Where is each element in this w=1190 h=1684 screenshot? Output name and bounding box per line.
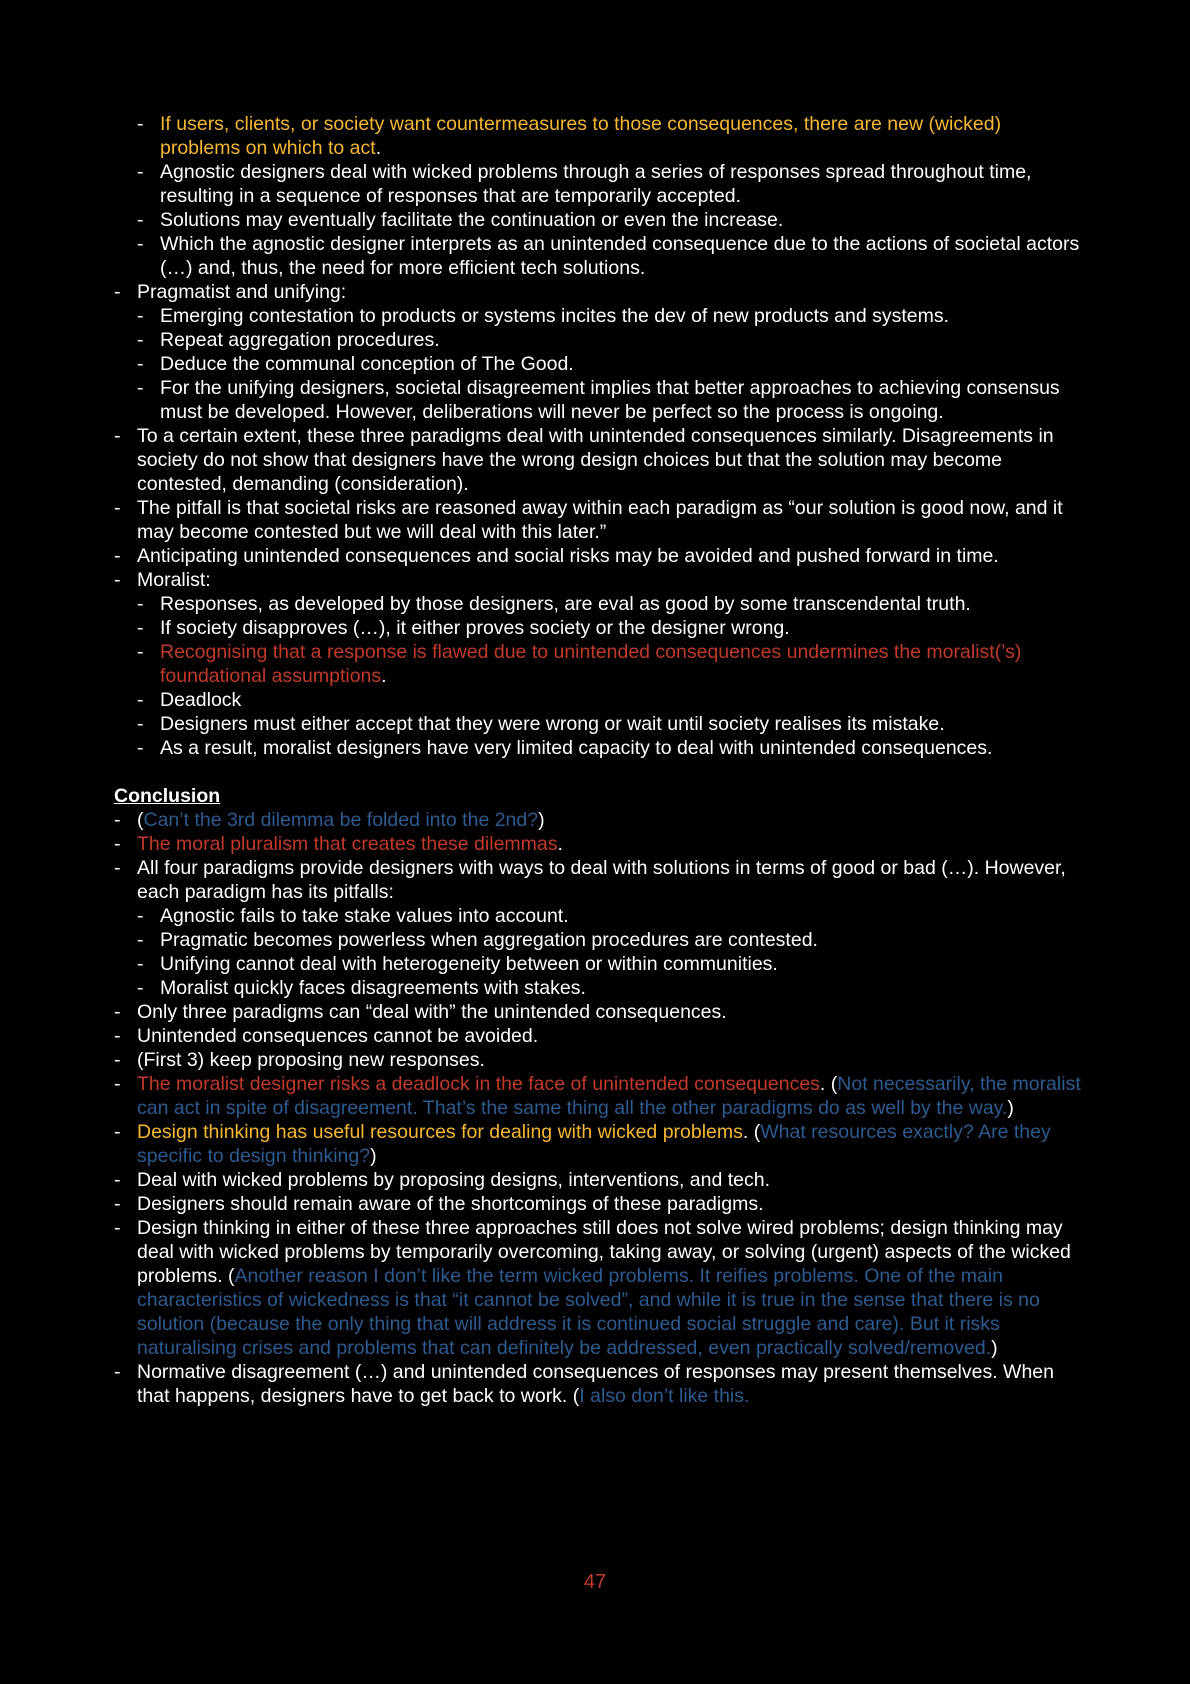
list-item [114, 496, 1084, 544]
text-segment: Pragmatic becomes powerless when aggregation procedures are contested. [160, 929, 818, 951]
bullet-dash: - [137, 689, 144, 711]
list-item [114, 1360, 1084, 1408]
list-item [137, 928, 1084, 952]
bullet-dash: - [114, 1217, 121, 1239]
bullet-list-conclusion [114, 808, 1084, 1408]
list-item [137, 952, 1084, 976]
text-segment: Pragmatist and unifying: [137, 281, 347, 303]
text-segment: Unifying cannot deal with heterogeneity between or within communities. [160, 953, 778, 975]
text-segment: Only three paradigms can “deal with” the unintended consequences. [137, 1001, 727, 1023]
list-item [114, 808, 1084, 832]
list-item [137, 304, 1084, 328]
text-segment: Unintended consequences cannot be avoided. [137, 1025, 539, 1047]
bullet-dash: - [137, 977, 144, 999]
text-segment: ) [538, 809, 545, 831]
bullet-dash: - [137, 329, 144, 351]
text-segment: To a certain extent, these three paradigms deal with unintended consequences similarly. Disagreements in society do not show that designers have the wrong design choices but that the solution may become contested, demanding (consideration). [137, 425, 1054, 495]
page-number: 47 [583, 1571, 607, 1593]
list-item [114, 1048, 1084, 1072]
bullet-dash: - [114, 1193, 121, 1215]
list-item [137, 208, 1084, 232]
list-item [137, 640, 1084, 688]
bullet-list-top [114, 112, 1084, 760]
bullet-dash: - [137, 641, 144, 663]
list-item [114, 1024, 1084, 1048]
text-segment: Anticipating unintended consequences and social risks may be avoided and pushed forward in time. [137, 545, 999, 567]
bullet-dash: - [137, 305, 144, 327]
bullet-dash: - [114, 833, 121, 855]
text-segment: (First 3) keep proposing new responses. [137, 1049, 485, 1071]
list-item [137, 712, 1084, 736]
list-item [114, 1168, 1084, 1192]
bullet-dash: - [114, 857, 121, 879]
text-segment: If society disapproves (…), it either proves society or the designer wrong. [160, 617, 790, 639]
bullet-dash: - [137, 929, 144, 951]
text-segment: Moralist: [137, 569, 211, 591]
bullet-dash: - [114, 1361, 121, 1383]
list-item [137, 160, 1084, 208]
bullet-dash: - [114, 425, 121, 447]
list-item [114, 544, 1084, 568]
bullet-dash: - [114, 809, 121, 831]
text-segment: Design thinking has useful resources for dealing with wicked problems [137, 1121, 743, 1143]
bullet-dash: - [137, 905, 144, 927]
text-segment: . ( [742, 1121, 761, 1143]
list-item [114, 1216, 1084, 1360]
conclusion-heading: Conclusion [114, 785, 221, 807]
bullet-dash: - [137, 353, 144, 375]
text-segment: All four paradigms provide designers with ways to deal with solutions in terms of good or bad (…). However, each paradigm has its pitfalls: [137, 857, 1066, 903]
text-segment: The moralist designer risks a deadlock in the face of unintended consequences [137, 1073, 820, 1095]
text-segment: Not necessarily, the moralist can act in spite of disagreement. That’s the same thing all the other paradigms do as well by the way. [137, 1073, 1081, 1119]
document-body [114, 112, 1084, 1408]
text-segment: Moralist quickly faces disagreements with stakes. [160, 977, 586, 999]
text-segment: . [557, 833, 563, 855]
text-segment: Normative disagreement (…) and unintended consequences of responses may present themselves. When that happens, designers have to get back to work. ( [137, 1361, 1054, 1407]
text-segment: Deadlock [160, 689, 242, 711]
bullet-dash: - [137, 233, 144, 255]
text-segment: As a result, moralist designers have very limited capacity to deal with unintended consequences. [160, 737, 993, 759]
text-segment: Responses, as developed by those designers, are eval as good by some transcendental truth. [160, 593, 971, 615]
bullet-dash: - [114, 497, 121, 519]
bullet-dash: - [114, 1073, 121, 1095]
list-item [137, 232, 1084, 280]
list-item [114, 280, 1084, 304]
bullet-dash: - [114, 1025, 121, 1047]
text-segment: Design thinking in either of these three approaches still does not solve wired problems; design thinking may deal with wicked problems by temporarily overcoming, taking away, or solving (urgent) aspects of the wicked problems. ( [137, 1217, 1071, 1287]
text-segment: . ( [819, 1073, 838, 1095]
text-segment: ) [991, 1337, 998, 1359]
text-segment: Another reason I don’t like the term wicked problems. It reifies problems. One of the main characteristics of wickedness is that “it cannot be solved”, and while it is true in the sense that there is no solution (because the only thing that will address it is continued social struggle and care). But it risks naturalising crises and problems that can definitely be addressed, even practically solved/removed. [137, 1265, 1040, 1359]
bullet-dash: - [137, 377, 144, 399]
bullet-dash: - [114, 1001, 121, 1023]
list-item [137, 904, 1084, 928]
list-item [137, 592, 1084, 616]
text-segment: Recognising that a response is flawed due to unintended consequences undermines the moralist(’s) foundational assumptions [160, 641, 1022, 687]
text-segment: Designers should remain aware of the shortcomings of these paradigms. [137, 1193, 764, 1215]
bullet-dash: - [114, 569, 121, 591]
bullet-dash: - [137, 161, 144, 183]
bullet-dash: - [114, 281, 121, 303]
bullet-dash: - [137, 617, 144, 639]
text-segment: ) [370, 1145, 377, 1167]
list-item [114, 568, 1084, 592]
text-segment: ) [1007, 1097, 1014, 1119]
text-segment: Designers must either accept that they were wrong or wait until society realises its mistake. [160, 713, 945, 735]
list-item [114, 1120, 1084, 1168]
list-item [137, 112, 1084, 160]
text-segment: Solutions may eventually facilitate the continuation or even the increase. [160, 209, 784, 231]
text-segment: ( [137, 809, 144, 831]
bullet-dash: - [114, 545, 121, 567]
text-segment: Agnostic designers deal with wicked problems through a series of responses spread throughout time, resulting in a sequence of responses that are temporarily accepted. [160, 161, 1032, 207]
text-segment: . [381, 665, 387, 687]
text-segment: What resources exactly? Are they specific to design thinking? [137, 1121, 1051, 1167]
text-segment: The pitfall is that societal risks are reasoned away within each paradigm as “our solution is good now, and it may become contested but we will deal with this later.” [137, 497, 1063, 543]
bullet-dash: - [137, 113, 144, 135]
list-item [114, 856, 1084, 904]
bullet-dash: - [137, 593, 144, 615]
list-item [114, 1000, 1084, 1024]
list-item [114, 424, 1084, 496]
list-item [137, 688, 1084, 712]
text-segment: Deduce the communal conception of The Good. [160, 353, 574, 375]
bullet-dash: - [137, 953, 144, 975]
text-segment: . [375, 137, 382, 159]
list-item [114, 832, 1084, 856]
list-item [114, 1192, 1084, 1216]
list-item [137, 976, 1084, 1000]
text-segment: Can’t the 3rd dilemma be folded into the 2nd? [143, 809, 539, 831]
text-segment: For the unifying designers, societal disagreement implies that better approaches to achieving consensus must be developed. However, deliberations will never be perfect so the process is ongoing. [160, 377, 1060, 423]
list-item [137, 736, 1084, 760]
list-item [137, 376, 1084, 424]
text-segment: Agnostic fails to take stake values into account. [160, 905, 569, 927]
bullet-dash: - [114, 1169, 121, 1191]
text-segment: Repeat aggregation procedures. [160, 329, 440, 351]
text-segment: Emerging contestation to products or systems incites the dev of new products and systems. [160, 305, 950, 327]
text-segment: Which the agnostic designer interprets as an unintended consequence due to the actions of societal actors (…) and, thus, the need for more efficient tech solutions. [160, 233, 1080, 279]
list-item [137, 352, 1084, 376]
text-segment: Deal with wicked problems by proposing designs, interventions, and tech. [137, 1169, 771, 1191]
list-item [137, 328, 1084, 352]
bullet-dash: - [137, 713, 144, 735]
text-segment: I also don’t like this. [579, 1385, 750, 1407]
bullet-dash: - [137, 737, 144, 759]
bullet-dash: - [114, 1121, 121, 1143]
list-item [137, 616, 1084, 640]
list-item [114, 1072, 1084, 1120]
text-segment: If users, clients, or society want countermeasures to those consequences, there are new (wicked) problems on which to act [160, 113, 1002, 159]
bullet-dash: - [137, 209, 144, 231]
text-segment: The moral pluralism that creates these dilemmas [137, 833, 558, 855]
bullet-dash: - [114, 1049, 121, 1071]
